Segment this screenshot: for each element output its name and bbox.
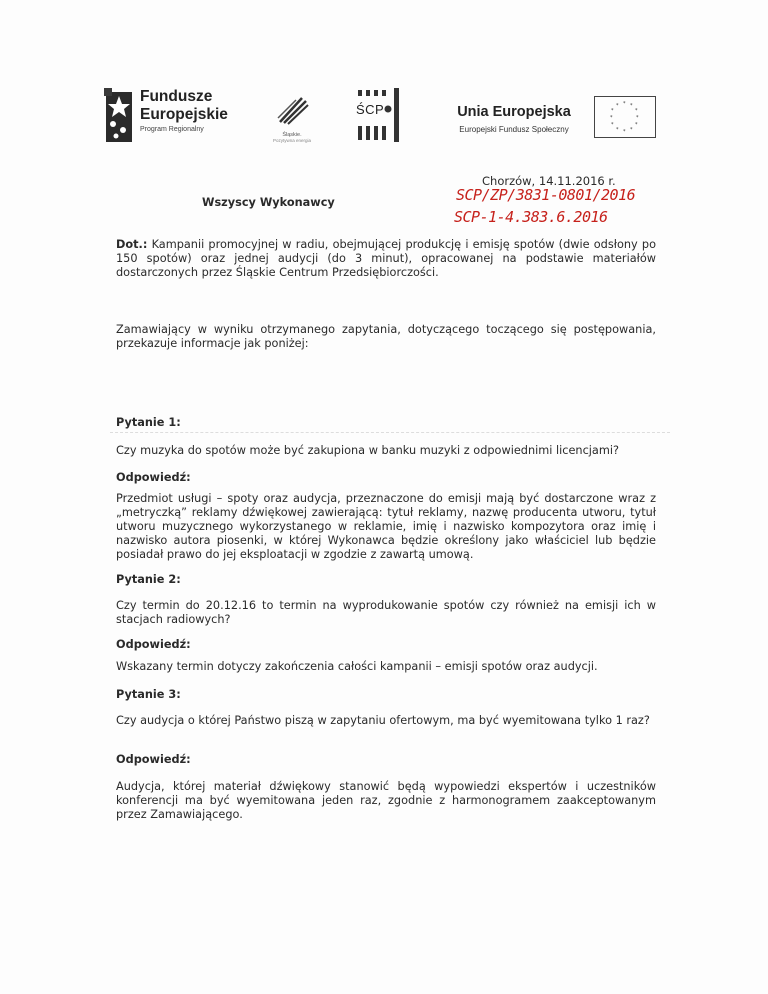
slaskie-wing-icon xyxy=(274,96,310,126)
scp-logo-text: ŚCP xyxy=(356,102,385,117)
question-3-text: Czy audycja o której Państwo piszą w zapytaniu ofertowym, ma być wyemitowana tylko 1 raz? xyxy=(116,714,650,727)
fe-star-flag-icon xyxy=(104,88,134,144)
svg-text:*: * xyxy=(611,122,614,128)
svg-text:*: * xyxy=(635,108,638,114)
eu-flag-icon xyxy=(594,96,656,138)
fe-logo-line2: Europejskie xyxy=(140,106,228,123)
subject xyxy=(116,238,656,280)
subject-text: Kampanii promocyjnej w radiu, obejmującej produkcję i emisję spotów (dwie odsłony po 150 spotów) oraz jednej audycji (do 3 minut), opracowanej na podstawie materiałów dostarczonych przez Śląskie Centrum Przedsiębiorczości. xyxy=(116,238,656,279)
ue-logo-line1: Unia Europejska xyxy=(457,104,571,120)
unia-europejska-logo xyxy=(440,104,588,134)
slaskie-logo-line1: Śląskie. xyxy=(282,132,302,138)
svg-text:*: * xyxy=(611,108,614,114)
question-2-text: Czy termin do 20.12.16 to termin na wyprodukowanie spotów czy również na emisji ich w stacjach radiowych? xyxy=(116,599,656,626)
ue-logo-line2: Europejski Fundusz Społeczny xyxy=(459,125,569,134)
recipients: Wszyscy Wykonawcy xyxy=(202,196,335,209)
document-date: Chorzów, 14.11.2016 r. xyxy=(482,174,616,188)
svg-text:*: * xyxy=(636,115,639,121)
handwritten-reference-1: SCP/ZP/3831-0801/2016 xyxy=(456,186,636,204)
answer-2-label: Odpowiedź: xyxy=(116,638,191,651)
answer-3-label: Odpowiedź: xyxy=(116,753,191,766)
question-2-label: Pytanie 2: xyxy=(116,573,181,586)
svg-text:*: * xyxy=(610,115,613,121)
intro-text: Zamawiający w wyniku otrzymanego zapytania, dotyczącego toczącego się postępowania, przekazuje informacje jak poniżej: xyxy=(116,323,656,350)
answer-3-text: Audycja, której materiał dźwiękowy stanowić będą wypowiedzi ekspertów i uczestników konferencji ma być wyemitowana jeden raz, zgodnie z harmonogramem zaakceptowanym przez Zamawiającego. xyxy=(116,780,656,821)
question-1-text: Czy muzyka do spotów może być zakupiona w banku muzyki z odpowiednimi licencjami? xyxy=(116,444,619,457)
subject-label: Dot.: xyxy=(116,238,148,251)
fe-logo-line1: Fundusze xyxy=(140,88,213,105)
fe-logo-line3: Program Regionalny xyxy=(140,126,204,133)
svg-text:*: * xyxy=(616,127,619,133)
handwritten-reference-2: SCP-1-4.383.6.2016 xyxy=(454,208,608,226)
answer-2-text: Wskazany termin dotyczy zakończenia całości kampanii – emisji spotów oraz audycji. xyxy=(116,660,598,673)
svg-text:*: * xyxy=(616,103,619,109)
question-1-label: Pytanie 1: xyxy=(116,416,181,429)
scp-logo xyxy=(352,86,408,144)
svg-text:*: * xyxy=(630,127,633,133)
question-3-label: Pytanie 3: xyxy=(116,688,181,701)
slaskie-logo-line2: Pozytywna energia xyxy=(272,138,312,143)
svg-text:*: * xyxy=(623,129,626,135)
svg-text:*: * xyxy=(623,101,626,107)
svg-text:*: * xyxy=(635,122,638,128)
fundusze-europejskie-logo xyxy=(104,88,228,144)
answer-1-text: Przedmiot usługi – spoty oraz audycja, przeznaczone do emisji mają być dostarczone wraz z „metryczką” reklamy dźwiękowej zawierającą: tytuł reklamy, nazwę producenta utworu, tytuł utworu muzycznego wykorzystanego w reklamie, imię i nazwisko kompozytora oraz imię i nazwisko autora piosenki, w której Wykonawca będzie określony jako właściciel lub będzie posiadał prawo do jej eksploatacji w zgodzie z zawartą umową. xyxy=(116,492,656,561)
answer-1-label: Odpowiedź: xyxy=(116,471,191,484)
slaskie-logo xyxy=(262,96,322,143)
divider xyxy=(110,432,670,433)
svg-text:*: * xyxy=(630,103,633,109)
